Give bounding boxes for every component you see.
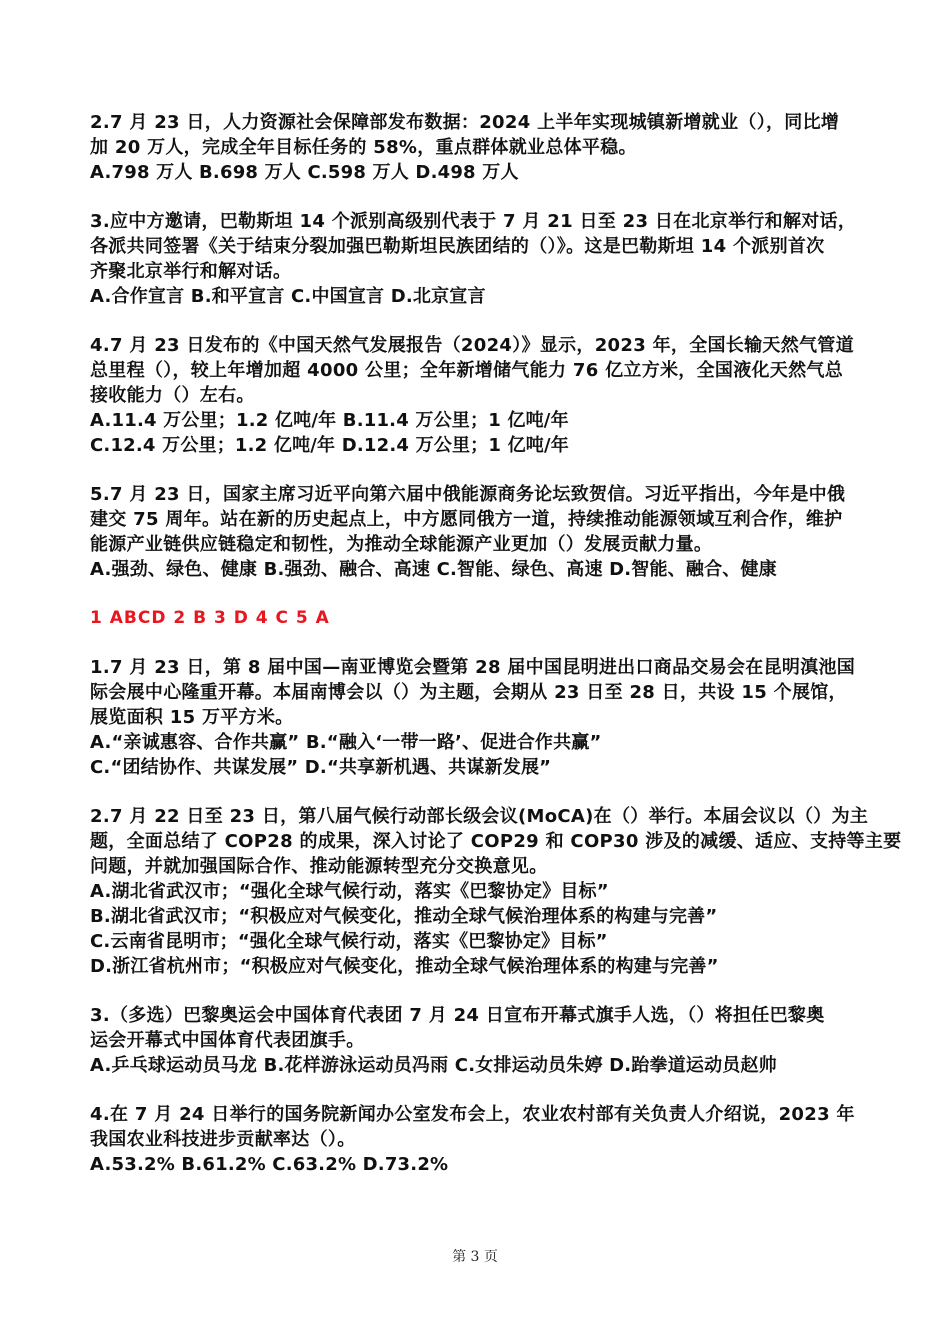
option-line: A.11.4 万公里；1.2 亿吨/年 B.11.4 万公里；1 亿吨/年: [90, 410, 569, 431]
answer-options: [90, 284, 865, 309]
question-block: [90, 804, 902, 979]
answer-options: [90, 408, 865, 458]
option-line: A.强劲、绿色、健康 B.强劲、融合、高速 C.智能、绿色、高速 D.智能、融合、健康: [90, 559, 777, 580]
answer-key: 1 ABCD 2 B 3 D 4 C 5 A: [90, 608, 330, 628]
question-line: 能源产业链供应链稳定和韧性，为推动全球能源产业更加（）发展贡献力量。: [90, 534, 713, 555]
question-line: 展览面积 15 万平方米。: [90, 707, 294, 728]
option-line: C.12.4 万公里；1.2 亿吨/年 D.12.4 万公里；1 亿吨/年: [90, 435, 569, 456]
question-line: 5.7 月 23 日，国家主席习近平向第六届中俄能源商务论坛致贺信。习近平指出，今年是中俄: [90, 484, 846, 505]
question-block: [90, 110, 865, 185]
question-block: [90, 655, 865, 780]
question-line: 各派共同签署《关于结束分裂加强巴勒斯坦民族团结的（）》。这是巴勒斯坦 14 个派别首次: [90, 236, 825, 257]
question-line: 接收能力（）左右。: [90, 385, 255, 406]
option-line: A.53.2% B.61.2% C.63.2% D.73.2%: [90, 1154, 449, 1175]
option-line: D.浙江省杭州市；“积极应对气候变化，推动全球气候治理体系的构建与完善”: [90, 956, 719, 977]
question-text: [90, 804, 902, 879]
answer-options: [90, 730, 865, 780]
question-line: 3.（多选）巴黎奥运会中国体育代表团 7 月 24 日宣布开幕式旗手人选，（）将担任巴黎奥: [90, 1005, 825, 1026]
answer-options: [90, 879, 865, 979]
option-line: A.798 万人 B.698 万人 C.598 万人 D.498 万人: [90, 162, 519, 183]
question-line: 1.7 月 23 日，第 8 届中国—南亚博览会暨第 28 届中国昆明进出口商品交易会在昆明滇池国: [90, 657, 856, 678]
answer-options: [90, 160, 865, 185]
question-line: 2.7 月 23 日，人力资源社会保障部发布数据：2024 上半年实现城镇新增就业（），同比增: [90, 112, 840, 133]
question-section-a: [90, 110, 865, 582]
question-block: [90, 1003, 865, 1078]
question-block: [90, 1102, 865, 1177]
question-text: [90, 333, 865, 408]
question-block: [90, 482, 865, 582]
question-line: 题，全面总结了 COP28 的成果，深入讨论了 COP29 和 COP30 涉及的减缓、适应、支持等主要: [90, 831, 902, 852]
page-number: 第 3 页: [452, 1249, 498, 1265]
answer-options: [90, 1152, 865, 1177]
question-line: 4.7 月 23 日发布的《中国天然气发展报告（2024）》显示，2023 年，全国长输天然气管道: [90, 335, 854, 356]
option-line: A.湖北省武汉市；“强化全球气候行动，落实《巴黎协定》目标”: [90, 881, 609, 902]
question-text: [90, 209, 865, 284]
question-text: [90, 655, 865, 730]
question-line: 2.7 月 22 日至 23 日，第八届气候行动部长级会议(MoCA)在（）举行。本届会议以（）为主: [90, 806, 869, 827]
option-line: C.“团结协作、共谋发展” D.“共享新机遇、共谋新发展”: [90, 757, 552, 778]
question-line: 4.在 7 月 24 日举行的国务院新闻办公室发布会上，农业农村部有关负责人介绍说，2023 年: [90, 1104, 855, 1125]
question-line: 际会展中心隆重开幕。本届南博会以（）为主题，会期从 23 日至 28 日，共设 15 个展馆，: [90, 682, 847, 703]
option-line: A.乒乓球运动员马龙 B.花样游泳运动员冯雨 C.女排运动员朱婷 D.跆拳道运动员赵帅: [90, 1055, 777, 1076]
option-line: A.合作宣言 B.和平宣言 C.中国宣言 D.北京宣言: [90, 286, 486, 307]
answer-options: [90, 1053, 865, 1078]
question-line: 我国农业科技进步贡献率达（）。: [90, 1129, 356, 1150]
option-line: A.“亲诚惠容、合作共赢” B.“融入‘一带一路’、促进合作共赢”: [90, 732, 602, 753]
question-line: 运会开幕式中国体育代表团旗手。: [90, 1030, 365, 1051]
question-line: 3.应中方邀请，巴勒斯坦 14 个派别高级别代表于 7 月 21 日至 23 日在北京举行和解对话，: [90, 211, 857, 232]
question-text: [90, 482, 865, 557]
question-section-b: [90, 655, 902, 1177]
question-block: [90, 209, 865, 309]
option-line: B.湖北省武汉市；“积极应对气候变化，推动全球气候治理体系的构建与完善”: [90, 906, 718, 927]
question-text: [90, 110, 865, 160]
question-text: [90, 1003, 865, 1053]
question-line: 问题，并就加强国际合作、推动能源转型充分交换意见。: [90, 856, 548, 877]
question-line: 加 20 万人，完成全年目标任务的 58%，重点群体就业总体平稳。: [90, 137, 637, 158]
page-content: [90, 110, 902, 1201]
option-line: C.云南省昆明市；“强化全球气候行动，落实《巴黎协定》目标”: [90, 931, 608, 952]
question-block: [90, 333, 865, 458]
question-line: 建交 75 周年。站在新的历史起点上，中方愿同俄方一道，持续推动能源领域互利合作，维护: [90, 509, 843, 530]
question-line: 总里程（），较上年增加超 4000 公里；全年新增储气能力 76 亿立方米，全国液化天然气总: [90, 360, 844, 381]
question-line: 齐聚北京举行和解对话。: [90, 261, 292, 282]
answer-options: [90, 557, 865, 582]
question-text: [90, 1102, 865, 1152]
